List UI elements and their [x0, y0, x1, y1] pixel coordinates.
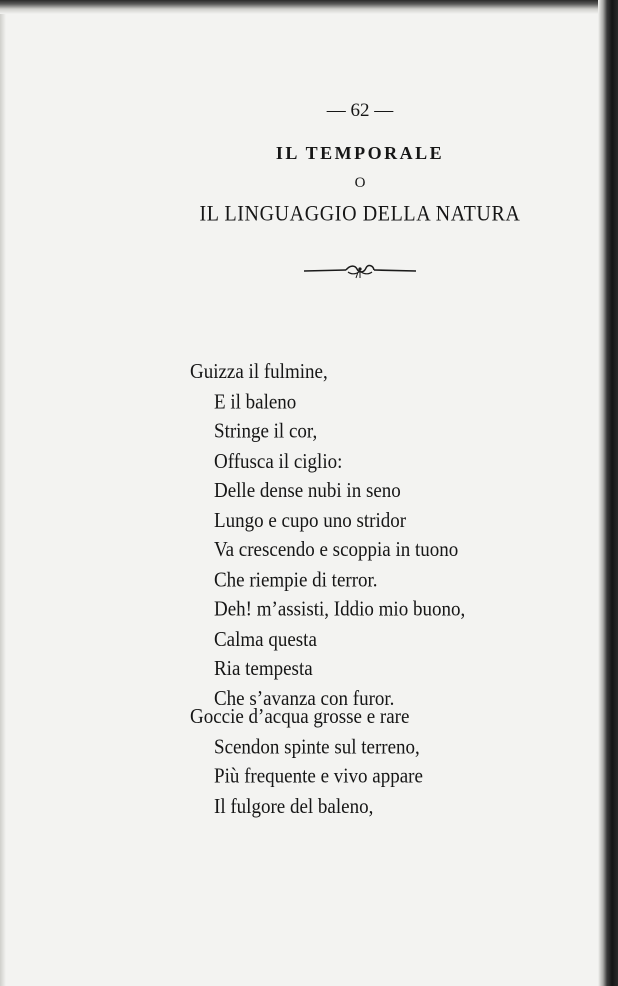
page-number: — 62 — — [326, 100, 394, 121]
poem-subtitle: IL LINGUAGGIO DELLA NATURA — [199, 201, 521, 227]
verse-line: Delle dense nubi in seno — [214, 478, 401, 503]
verse-line: Va crescendo e scoppia in tuono — [214, 538, 459, 562]
stanza-1 — [190, 358, 465, 714]
verse-line: Che riempie di terror. — [214, 568, 378, 592]
page-top-edge — [0, 0, 618, 14]
verse-line: Più frequente e vivo appare — [214, 764, 423, 789]
verse-line: Stringe il cor, — [214, 419, 318, 444]
verse-line: Lungo e cupo uno stridor — [214, 508, 407, 533]
title-conjunction: O — [354, 175, 366, 191]
verse-line: Guizza il fulmine, — [190, 360, 328, 384]
verse-line: Offusca il ciglio: — [214, 449, 343, 473]
verse-line: Scendon spinte sul terreno, — [214, 734, 420, 759]
verse-line: Che s’avanza con furor. — [214, 686, 395, 711]
verse-line: Ria tempesta — [214, 657, 313, 681]
verse-line: Il fulgore del baleno, — [214, 794, 374, 818]
verse-line: Calma questa — [214, 627, 317, 651]
decorative-flourish-icon — [302, 260, 418, 280]
poem-title: IL TEMPORALE — [275, 143, 445, 163]
stanza-2 — [190, 703, 423, 822]
verse-line: Deh! m’assisti, Iddio mio buono, — [214, 597, 466, 622]
verse-line: E il baleno — [214, 389, 297, 414]
verse-line: Goccie d’acqua grosse e rare — [190, 705, 410, 729]
